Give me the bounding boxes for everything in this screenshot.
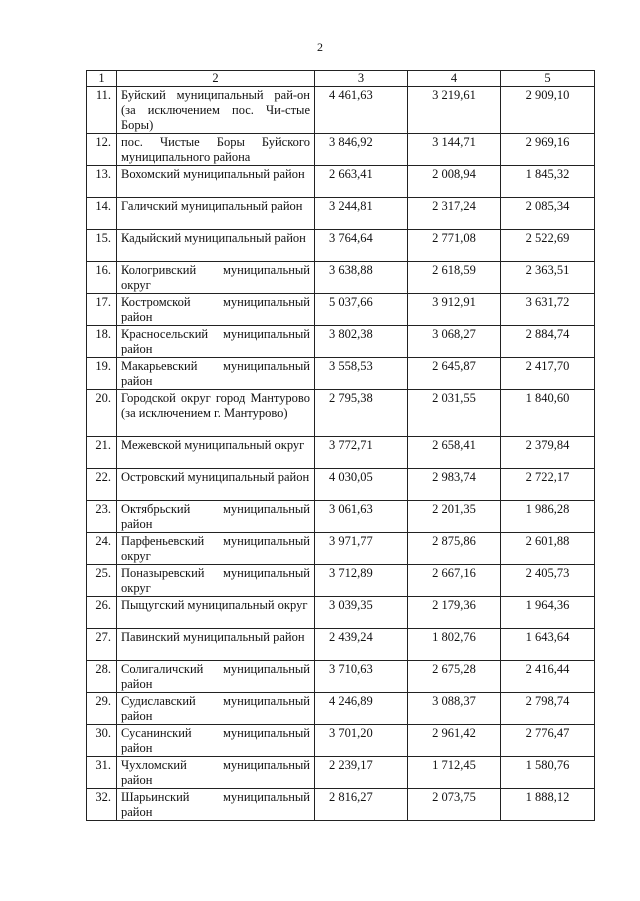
value-column-3: 3 802,38 (315, 326, 408, 358)
value-column-4: 2 983,74 (408, 469, 501, 501)
table-row (87, 358, 595, 390)
table-header-row (87, 71, 595, 87)
value-column-3: 4 030,05 (315, 469, 408, 501)
value-column-3: 4 246,89 (315, 693, 408, 725)
municipality-name: Кологривский муниципальный округ (117, 262, 315, 294)
value-column-4: 3 219,61 (408, 87, 501, 134)
value-column-4: 2 875,86 (408, 533, 501, 565)
value-column-3: 3 846,92 (315, 134, 408, 166)
value-column-4: 3 088,37 (408, 693, 501, 725)
row-number: 13. (87, 166, 117, 198)
page-number: 2 (317, 40, 323, 54)
column-header: 2 (117, 71, 315, 87)
value-column-5: 2 522,69 (501, 230, 595, 262)
value-column-3: 3 712,89 (315, 565, 408, 597)
row-number: 29. (87, 693, 117, 725)
table-row (87, 725, 595, 757)
row-number: 19. (87, 358, 117, 390)
value-column-5: 2 798,74 (501, 693, 595, 725)
value-column-3: 2 663,41 (315, 166, 408, 198)
value-column-3: 3 772,71 (315, 437, 408, 469)
value-column-3: 5 037,66 (315, 294, 408, 326)
row-number: 11. (87, 87, 117, 134)
value-column-4: 2 645,87 (408, 358, 501, 390)
value-column-5: 3 631,72 (501, 294, 595, 326)
table-row (87, 390, 595, 437)
value-column-5: 2 601,88 (501, 533, 595, 565)
row-number: 27. (87, 629, 117, 661)
value-column-4: 2 675,28 (408, 661, 501, 693)
value-column-3: 3 638,88 (315, 262, 408, 294)
municipality-name: Межевской муниципальный округ (117, 437, 315, 469)
table-row (87, 198, 595, 230)
value-column-4: 2 201,35 (408, 501, 501, 533)
municipality-name: Судиславский муниципальный район (117, 693, 315, 725)
table-row (87, 533, 595, 565)
value-column-4: 2 073,75 (408, 789, 501, 821)
value-column-4: 2 031,55 (408, 390, 501, 437)
value-column-4: 3 912,91 (408, 294, 501, 326)
value-column-5: 1 840,60 (501, 390, 595, 437)
table-row (87, 565, 595, 597)
data-table (86, 70, 595, 821)
value-column-5: 1 986,28 (501, 501, 595, 533)
municipality-name: пос. Чистые Боры Буйского муниципального района (117, 134, 315, 166)
municipality-name: Поназыревский муниципальный округ (117, 565, 315, 597)
value-column-3: 2 439,24 (315, 629, 408, 661)
municipality-name: Октябрьский муниципальный район (117, 501, 315, 533)
value-column-5: 2 969,16 (501, 134, 595, 166)
table-row (87, 230, 595, 262)
table-row (87, 134, 595, 166)
municipality-name: Парфеньевский муниципальный округ (117, 533, 315, 565)
column-header: 5 (501, 71, 595, 87)
value-column-5: 2 909,10 (501, 87, 595, 134)
column-header: 1 (87, 71, 117, 87)
table-row (87, 597, 595, 629)
value-column-5: 2 884,74 (501, 326, 595, 358)
value-column-4: 2 008,94 (408, 166, 501, 198)
row-number: 23. (87, 501, 117, 533)
table-row (87, 469, 595, 501)
table-row (87, 693, 595, 725)
value-column-3: 2 239,17 (315, 757, 408, 789)
table-row (87, 629, 595, 661)
value-column-5: 2 405,73 (501, 565, 595, 597)
table-row (87, 501, 595, 533)
value-column-5: 2 722,17 (501, 469, 595, 501)
table-row (87, 661, 595, 693)
value-column-4: 1 712,45 (408, 757, 501, 789)
value-column-4: 3 144,71 (408, 134, 501, 166)
value-column-5: 2 416,44 (501, 661, 595, 693)
municipality-name: Костромской муниципальный район (117, 294, 315, 326)
row-number: 25. (87, 565, 117, 597)
municipality-name: Макарьевский муниципальный район (117, 358, 315, 390)
value-column-3: 3 061,63 (315, 501, 408, 533)
municipality-name: Галичский муниципальный район (117, 198, 315, 230)
value-column-5: 1 888,12 (501, 789, 595, 821)
municipality-name: Островский муниципальный район (117, 469, 315, 501)
value-column-5: 1 643,64 (501, 629, 595, 661)
value-column-3: 3 710,63 (315, 661, 408, 693)
value-column-5: 1 845,32 (501, 166, 595, 198)
row-number: 21. (87, 437, 117, 469)
value-column-5: 2 379,84 (501, 437, 595, 469)
municipality-name: Вохомский муниципальный район (117, 166, 315, 198)
table-row (87, 757, 595, 789)
table-row (87, 166, 595, 198)
row-number: 31. (87, 757, 117, 789)
row-number: 14. (87, 198, 117, 230)
municipality-name: Кадыйский муниципальный район (117, 230, 315, 262)
value-column-4: 2 771,08 (408, 230, 501, 262)
municipality-name: Красносельский муниципальный район (117, 326, 315, 358)
value-column-4: 1 802,76 (408, 629, 501, 661)
municipality-name: Городской округ город Мантурово (за исключением г. Мантурово) (117, 390, 315, 437)
value-column-4: 2 667,16 (408, 565, 501, 597)
municipality-name: Павинский муниципальный район (117, 629, 315, 661)
row-number: 26. (87, 597, 117, 629)
value-column-3: 2 795,38 (315, 390, 408, 437)
value-column-4: 2 961,42 (408, 725, 501, 757)
municipality-name: Чухломский муниципальный район (117, 757, 315, 789)
value-column-4: 2 658,41 (408, 437, 501, 469)
row-number: 18. (87, 326, 117, 358)
table-row (87, 87, 595, 134)
row-number: 16. (87, 262, 117, 294)
value-column-5: 2 363,51 (501, 262, 595, 294)
row-number: 15. (87, 230, 117, 262)
municipality-name: Сусанинский муниципальный район (117, 725, 315, 757)
table-row (87, 326, 595, 358)
value-column-3: 3 764,64 (315, 230, 408, 262)
value-column-3: 3 039,35 (315, 597, 408, 629)
value-column-5: 2 085,34 (501, 198, 595, 230)
row-number: 24. (87, 533, 117, 565)
table-row (87, 437, 595, 469)
column-header: 4 (408, 71, 501, 87)
value-column-3: 3 701,20 (315, 725, 408, 757)
value-column-5: 2 776,47 (501, 725, 595, 757)
value-column-3: 3 971,77 (315, 533, 408, 565)
municipality-name: Солигаличский муниципальный район (117, 661, 315, 693)
value-column-3: 3 558,53 (315, 358, 408, 390)
column-header: 3 (315, 71, 408, 87)
municipality-name: Пыщугский муниципальный округ (117, 597, 315, 629)
value-column-4: 2 179,36 (408, 597, 501, 629)
value-column-3: 3 244,81 (315, 198, 408, 230)
table-row (87, 262, 595, 294)
table-row (87, 294, 595, 326)
table-row (87, 789, 595, 821)
row-number: 32. (87, 789, 117, 821)
value-column-5: 1 964,36 (501, 597, 595, 629)
row-number: 22. (87, 469, 117, 501)
row-number: 20. (87, 390, 117, 437)
row-number: 28. (87, 661, 117, 693)
value-column-5: 2 417,70 (501, 358, 595, 390)
value-column-3: 4 461,63 (315, 87, 408, 134)
municipality-name: Буйский муниципальный рай-он (за исключением пос. Чи-стые Боры) (117, 87, 315, 134)
value-column-4: 2 618,59 (408, 262, 501, 294)
value-column-3: 2 816,27 (315, 789, 408, 821)
municipality-name: Шарьинский муниципальный район (117, 789, 315, 821)
value-column-4: 2 317,24 (408, 198, 501, 230)
row-number: 30. (87, 725, 117, 757)
row-number: 17. (87, 294, 117, 326)
row-number: 12. (87, 134, 117, 166)
value-column-4: 3 068,27 (408, 326, 501, 358)
value-column-5: 1 580,76 (501, 757, 595, 789)
